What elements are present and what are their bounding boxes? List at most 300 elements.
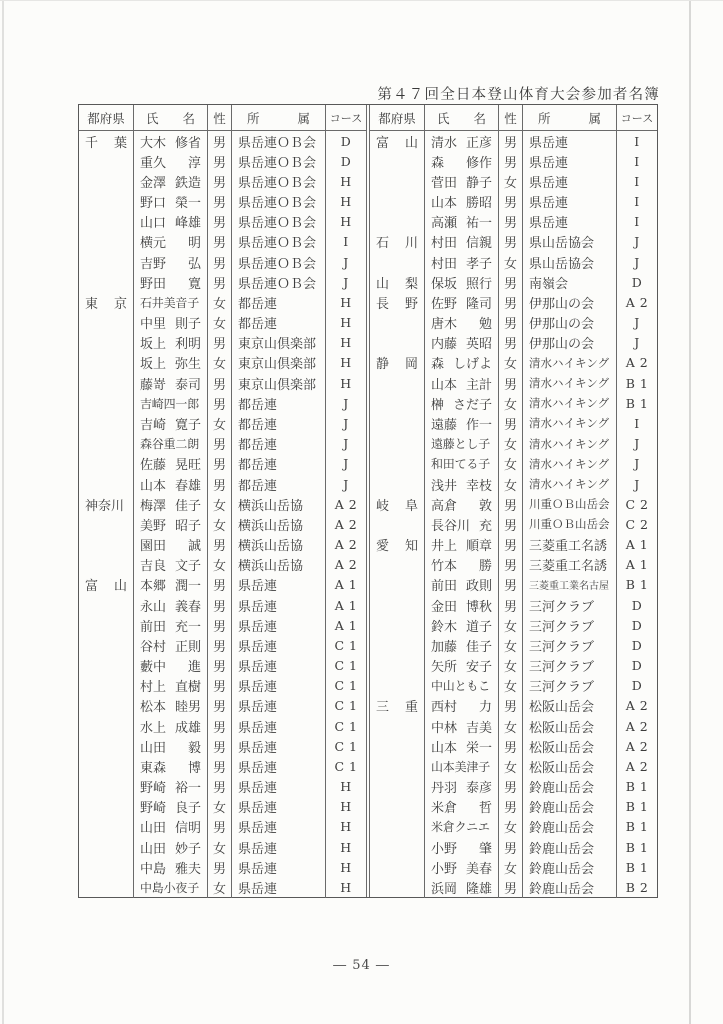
course-cell: C 2 <box>625 516 649 532</box>
affiliation-cell: 横浜山岳協 <box>232 514 326 534</box>
name-cell: 水上 成雄 <box>134 716 208 736</box>
name-cell: 高倉 敦 <box>425 494 499 514</box>
sex-cell: 男 <box>499 413 523 433</box>
course-cell: J <box>343 456 349 472</box>
course-cell: H <box>340 355 352 371</box>
prefecture-cell <box>370 454 425 474</box>
table-row <box>370 494 657 514</box>
table-row <box>370 192 657 212</box>
course-cell: B 1 <box>625 395 649 411</box>
prefecture-cell <box>370 192 425 212</box>
sex-cell: 男 <box>208 655 232 675</box>
affiliation-cell: 清水ハイキング <box>523 413 617 433</box>
prefecture-cell <box>370 837 425 857</box>
sex-cell: 女 <box>208 877 232 897</box>
course-cell: D <box>631 597 643 613</box>
prefecture-cell <box>370 756 425 776</box>
course-cell: J <box>343 274 349 290</box>
sex-cell: 男 <box>499 313 523 333</box>
table-row <box>370 474 657 494</box>
name-cell: 丹羽 泰彦 <box>425 777 499 797</box>
prefecture-cell <box>79 676 134 696</box>
header-prefecture: 都府県 <box>370 105 425 130</box>
affiliation-cell: 県岳連ＯＢ会 <box>232 131 326 151</box>
course-cell: A 2 <box>625 738 649 754</box>
table-row <box>79 817 366 837</box>
course-cell: B 1 <box>625 577 649 593</box>
sex-cell: 女 <box>208 494 232 514</box>
prefecture-cell: 富 山 <box>79 575 134 595</box>
name-cell: 榊 さだ子 <box>425 393 499 413</box>
affiliation-cell: 松阪山岳会 <box>523 756 617 776</box>
table-row <box>370 615 657 635</box>
affiliation-cell: 県岳連 <box>523 171 617 191</box>
sex-cell: 男 <box>499 272 523 292</box>
sex-cell: 女 <box>208 353 232 373</box>
course-cell: J <box>343 254 349 270</box>
affiliation-cell: 都岳連 <box>232 292 326 312</box>
sex-cell: 男 <box>208 333 232 353</box>
name-cell: 米倉クニエ <box>425 817 499 837</box>
sex-cell: 男 <box>208 212 232 232</box>
prefecture-cell <box>370 212 425 232</box>
course-cell: J <box>343 476 349 492</box>
header-course: コース <box>329 111 363 125</box>
name-cell: 山本 春雄 <box>134 474 208 494</box>
affiliation-cell: 三河クラブ <box>523 595 617 615</box>
course-cell: H <box>340 214 352 230</box>
affiliation-cell: 三菱重工業名古屋 <box>523 575 617 595</box>
course-cell: H <box>340 859 352 875</box>
course-cell: B 1 <box>625 779 649 795</box>
table-row <box>370 857 657 877</box>
table-row <box>370 716 657 736</box>
prefecture-cell <box>79 353 134 373</box>
name-cell: 森 しげよ <box>425 353 499 373</box>
course-cell: D <box>631 637 643 653</box>
table-row <box>79 514 366 534</box>
affiliation-cell: 県岳連 <box>232 877 326 897</box>
course-cell: A 2 <box>625 758 649 774</box>
affiliation-cell: 県岳連 <box>232 837 326 857</box>
affiliation-cell: 県岳連ＯＢ会 <box>232 192 326 212</box>
affiliation-cell: 都岳連 <box>232 393 326 413</box>
table-row <box>370 817 657 837</box>
table-row <box>370 313 657 333</box>
course-cell: H <box>340 879 352 895</box>
sex-cell: 男 <box>208 777 232 797</box>
course-cell: J <box>634 476 640 492</box>
prefecture-cell: 千 葉 <box>79 131 134 151</box>
prefecture-cell <box>79 534 134 554</box>
table-row <box>370 877 657 897</box>
prefecture-cell <box>370 595 425 615</box>
sex-cell: 女 <box>208 797 232 817</box>
course-cell: J <box>634 315 640 331</box>
prefecture-cell <box>79 777 134 797</box>
table-row <box>370 676 657 696</box>
table-row <box>79 373 366 393</box>
sex-cell: 男 <box>499 131 523 151</box>
course-cell: I <box>634 133 640 149</box>
sex-cell: 女 <box>208 837 232 857</box>
sex-cell: 男 <box>499 232 523 252</box>
name-cell: 村田 信親 <box>425 232 499 252</box>
name-cell: 鈴木 道子 <box>425 615 499 635</box>
name-cell: 佐藤 晃旺 <box>134 454 208 474</box>
table-row <box>79 151 366 171</box>
table-row <box>79 534 366 554</box>
name-cell: 和田てる子 <box>425 454 499 474</box>
table-row <box>370 797 657 817</box>
course-cell: C 1 <box>334 658 358 674</box>
affiliation-cell: 県岳連 <box>232 575 326 595</box>
sex-cell: 男 <box>208 575 232 595</box>
table-row <box>79 736 366 756</box>
affiliation-cell: 県岳連 <box>232 595 326 615</box>
scan-edge-artifact-top <box>0 0 723 1</box>
sex-cell: 男 <box>499 514 523 534</box>
course-cell: C 1 <box>334 758 358 774</box>
prefecture-cell <box>79 474 134 494</box>
name-cell: 山田 毅 <box>134 736 208 756</box>
table-row <box>79 494 366 514</box>
name-cell: 横元 明 <box>134 232 208 252</box>
table-row <box>370 595 657 615</box>
affiliation-cell: 県岳連 <box>232 777 326 797</box>
sex-cell: 男 <box>208 171 232 191</box>
sex-cell: 男 <box>499 837 523 857</box>
course-cell: B 1 <box>625 859 649 875</box>
name-cell: 吉良 文子 <box>134 555 208 575</box>
sex-cell: 男 <box>499 696 523 716</box>
prefecture-cell <box>370 413 425 433</box>
course-cell: C 1 <box>334 678 358 694</box>
prefecture-cell <box>370 313 425 333</box>
name-cell: 山口 峰雄 <box>134 212 208 232</box>
name-cell: 竹本 勝 <box>425 555 499 575</box>
prefecture-cell: 長 野 <box>370 292 425 312</box>
name-cell: 山本 勝昭 <box>425 192 499 212</box>
sex-cell: 男 <box>208 615 232 635</box>
prefecture-cell <box>370 736 425 756</box>
prefecture-cell <box>370 474 425 494</box>
table-row <box>370 333 657 353</box>
header-name: 氏 名 <box>134 105 208 130</box>
affiliation-cell: 川重ＯＢ山岳会 <box>523 494 617 514</box>
prefecture-cell: 三 重 <box>370 696 425 716</box>
table-row <box>370 454 657 474</box>
sex-cell: 男 <box>208 192 232 212</box>
affiliation-cell: 三河クラブ <box>523 615 617 635</box>
prefecture-cell <box>79 212 134 232</box>
affiliation-cell: 松阪山岳会 <box>523 716 617 736</box>
sex-cell: 男 <box>208 736 232 756</box>
table-row <box>370 151 657 171</box>
prefecture-cell <box>79 797 134 817</box>
name-cell: 遠藤とし子 <box>425 434 499 454</box>
course-cell: J <box>634 254 640 270</box>
sex-cell: 男 <box>208 756 232 776</box>
sex-cell: 男 <box>499 534 523 554</box>
course-cell: D <box>340 153 352 169</box>
affiliation-cell: 都岳連 <box>232 413 326 433</box>
table-header-row <box>370 105 657 131</box>
affiliation-cell: 三河クラブ <box>523 635 617 655</box>
sex-cell: 男 <box>499 333 523 353</box>
table-row <box>370 434 657 454</box>
name-cell: 野田 寛 <box>134 272 208 292</box>
course-cell: A 1 <box>334 617 358 633</box>
prefecture-cell <box>79 555 134 575</box>
affiliation-cell: 県山岳協会 <box>523 232 617 252</box>
sex-cell: 男 <box>208 716 232 736</box>
sex-cell: 女 <box>208 313 232 333</box>
prefecture-cell: 愛 知 <box>370 534 425 554</box>
sex-cell: 女 <box>499 635 523 655</box>
table-row <box>79 635 366 655</box>
header-course: コース <box>620 111 654 125</box>
course-cell: B 1 <box>625 819 649 835</box>
affiliation-cell: 横浜山岳協 <box>232 494 326 514</box>
name-cell: 吉野 弘 <box>134 252 208 272</box>
name-cell: 山田 信明 <box>134 817 208 837</box>
course-cell: H <box>340 799 352 815</box>
name-cell: 野崎 良子 <box>134 797 208 817</box>
name-cell: 山本美津子 <box>425 756 499 776</box>
prefecture-cell <box>370 857 425 877</box>
name-cell: 菅田 静子 <box>425 171 499 191</box>
course-cell: H <box>340 819 352 835</box>
sex-cell: 男 <box>499 151 523 171</box>
table-row <box>79 272 366 292</box>
sex-cell: 女 <box>499 474 523 494</box>
name-cell: 梅澤 佳子 <box>134 494 208 514</box>
sex-cell: 女 <box>208 514 232 534</box>
sex-cell: 女 <box>499 252 523 272</box>
course-cell: A 2 <box>334 496 358 512</box>
name-cell: 美野 昭子 <box>134 514 208 534</box>
table-row <box>370 171 657 191</box>
table-row <box>370 756 657 776</box>
name-cell: 金澤 鉄造 <box>134 171 208 191</box>
course-cell: B 1 <box>625 375 649 391</box>
affiliation-cell: 都岳連 <box>232 474 326 494</box>
name-cell: 石井美音子 <box>134 292 208 312</box>
prefecture-cell <box>370 575 425 595</box>
prefecture-cell <box>370 655 425 675</box>
table-row <box>79 313 366 333</box>
course-cell: D <box>340 133 352 149</box>
sex-cell: 男 <box>208 474 232 494</box>
course-cell: J <box>343 395 349 411</box>
name-cell: 加藤 佳子 <box>425 635 499 655</box>
prefecture-cell <box>79 393 134 413</box>
prefecture-cell <box>370 171 425 191</box>
name-cell: 野崎 裕一 <box>134 777 208 797</box>
course-cell: I <box>634 153 640 169</box>
table-row <box>79 555 366 575</box>
prefecture-cell <box>79 252 134 272</box>
name-cell: 浜岡 隆雄 <box>425 877 499 897</box>
affiliation-cell: 三河クラブ <box>523 655 617 675</box>
sex-cell: 女 <box>499 857 523 877</box>
course-cell: C 1 <box>334 637 358 653</box>
course-cell: H <box>340 315 352 331</box>
table-row <box>79 696 366 716</box>
course-cell: H <box>340 294 352 310</box>
prefecture-cell: 岐 阜 <box>370 494 425 514</box>
name-cell: 浅井 幸枝 <box>425 474 499 494</box>
table-row <box>370 252 657 272</box>
affiliation-cell: 清水ハイキング <box>523 474 617 494</box>
sex-cell: 男 <box>208 454 232 474</box>
course-cell: B 1 <box>625 799 649 815</box>
prefecture-cell <box>370 434 425 454</box>
table-row <box>370 777 657 797</box>
affiliation-cell: 都岳連 <box>232 434 326 454</box>
affiliation-cell: 鈴鹿山岳会 <box>523 837 617 857</box>
course-cell: J <box>634 234 640 250</box>
course-cell: H <box>340 779 352 795</box>
header-prefecture: 都府県 <box>79 105 134 130</box>
affiliation-cell: 県岳連ＯＢ会 <box>232 252 326 272</box>
name-cell: 中山ともこ <box>425 676 499 696</box>
sex-cell: 女 <box>208 292 232 312</box>
course-cell: A 1 <box>625 537 649 553</box>
table-row <box>79 857 366 877</box>
name-cell: 谷村 正則 <box>134 635 208 655</box>
affiliation-cell: 県岳連 <box>232 696 326 716</box>
affiliation-cell: 東京山倶楽部 <box>232 333 326 353</box>
sex-cell: 女 <box>499 676 523 696</box>
prefecture-cell <box>370 716 425 736</box>
affiliation-cell: 県岳連ＯＢ会 <box>232 151 326 171</box>
name-cell: 坂上 弥生 <box>134 353 208 373</box>
course-cell: A 1 <box>625 557 649 573</box>
sex-cell: 女 <box>499 353 523 373</box>
name-cell: 佐野 隆司 <box>425 292 499 312</box>
name-cell: 村田 孝子 <box>425 252 499 272</box>
prefecture-cell <box>79 756 134 776</box>
table-row <box>79 877 366 897</box>
name-cell: 村上 直樹 <box>134 676 208 696</box>
sex-cell: 女 <box>499 434 523 454</box>
table-row <box>370 575 657 595</box>
sex-cell: 女 <box>499 716 523 736</box>
prefecture-cell <box>370 777 425 797</box>
table-row <box>370 837 657 857</box>
course-cell: A 1 <box>334 597 358 613</box>
course-cell: J <box>634 335 640 351</box>
name-cell: 小野 美春 <box>425 857 499 877</box>
name-cell: 内藤 英昭 <box>425 333 499 353</box>
table-row <box>79 575 366 595</box>
name-cell: 山本 栄一 <box>425 736 499 756</box>
prefecture-cell <box>79 857 134 877</box>
name-cell: 小野 肇 <box>425 837 499 857</box>
course-cell: D <box>631 658 643 674</box>
affiliation-cell: 県岳連 <box>523 151 617 171</box>
prefecture-cell <box>370 676 425 696</box>
course-cell: J <box>634 436 640 452</box>
sex-cell: 男 <box>208 857 232 877</box>
sex-cell: 男 <box>208 434 232 454</box>
affiliation-cell: 三菱重工名誘 <box>523 555 617 575</box>
name-cell: 保坂 照行 <box>425 272 499 292</box>
course-cell: H <box>340 335 352 351</box>
name-cell: 中島 雅夫 <box>134 857 208 877</box>
affiliation-cell: 都岳連 <box>232 454 326 474</box>
prefecture-cell: 山 梨 <box>370 272 425 292</box>
course-cell: J <box>343 436 349 452</box>
sex-cell: 男 <box>499 192 523 212</box>
affiliation-cell: 県岳連 <box>232 615 326 635</box>
table-row <box>79 292 366 312</box>
name-cell: 西村 力 <box>425 696 499 716</box>
sex-cell: 男 <box>208 696 232 716</box>
course-cell: H <box>340 194 352 210</box>
affiliation-cell: 県岳連 <box>232 676 326 696</box>
sex-cell: 男 <box>499 373 523 393</box>
prefecture-cell <box>79 454 134 474</box>
prefecture-cell <box>370 252 425 272</box>
affiliation-cell: 三菱重工名誘 <box>523 534 617 554</box>
prefecture-cell <box>370 817 425 837</box>
course-cell: C 1 <box>334 698 358 714</box>
table-row <box>370 736 657 756</box>
table-row <box>79 454 366 474</box>
affiliation-cell: 県岳連 <box>523 192 617 212</box>
prefecture-cell <box>79 413 134 433</box>
table-row <box>79 353 366 373</box>
course-cell: I <box>634 173 640 189</box>
prefecture-cell: 静 岡 <box>370 353 425 373</box>
prefecture-cell <box>370 797 425 817</box>
affiliation-cell: 東京山倶楽部 <box>232 373 326 393</box>
course-cell: D <box>631 274 643 290</box>
table-row <box>79 777 366 797</box>
table-row <box>79 716 366 736</box>
affiliation-cell: 県岳連 <box>523 131 617 151</box>
affiliation-cell: 鈴鹿山岳会 <box>523 877 617 897</box>
sex-cell: 男 <box>208 676 232 696</box>
table-row <box>370 555 657 575</box>
prefecture-cell <box>79 192 134 212</box>
name-cell: 松本 睦男 <box>134 696 208 716</box>
sex-cell: 男 <box>208 373 232 393</box>
participant-roster-table <box>78 104 658 898</box>
table-row <box>79 474 366 494</box>
table-row <box>370 635 657 655</box>
course-cell: A 2 <box>334 537 358 553</box>
table-row <box>370 534 657 554</box>
sex-cell: 男 <box>208 232 232 252</box>
prefecture-cell <box>79 615 134 635</box>
affiliation-cell: 清水ハイキング <box>523 373 617 393</box>
prefecture-cell <box>79 272 134 292</box>
course-cell: I <box>634 194 640 210</box>
table-row <box>79 595 366 615</box>
document-title: 第４７回全日本登山体育大会参加者名簿 <box>377 87 660 103</box>
name-cell: 吉崎 寛子 <box>134 413 208 433</box>
course-cell: H <box>340 839 352 855</box>
name-cell: 永山 義春 <box>134 595 208 615</box>
name-cell: 坂上 利明 <box>134 333 208 353</box>
sex-cell: 男 <box>499 736 523 756</box>
affiliation-cell: 県岳連 <box>232 756 326 776</box>
table-row <box>370 353 657 373</box>
